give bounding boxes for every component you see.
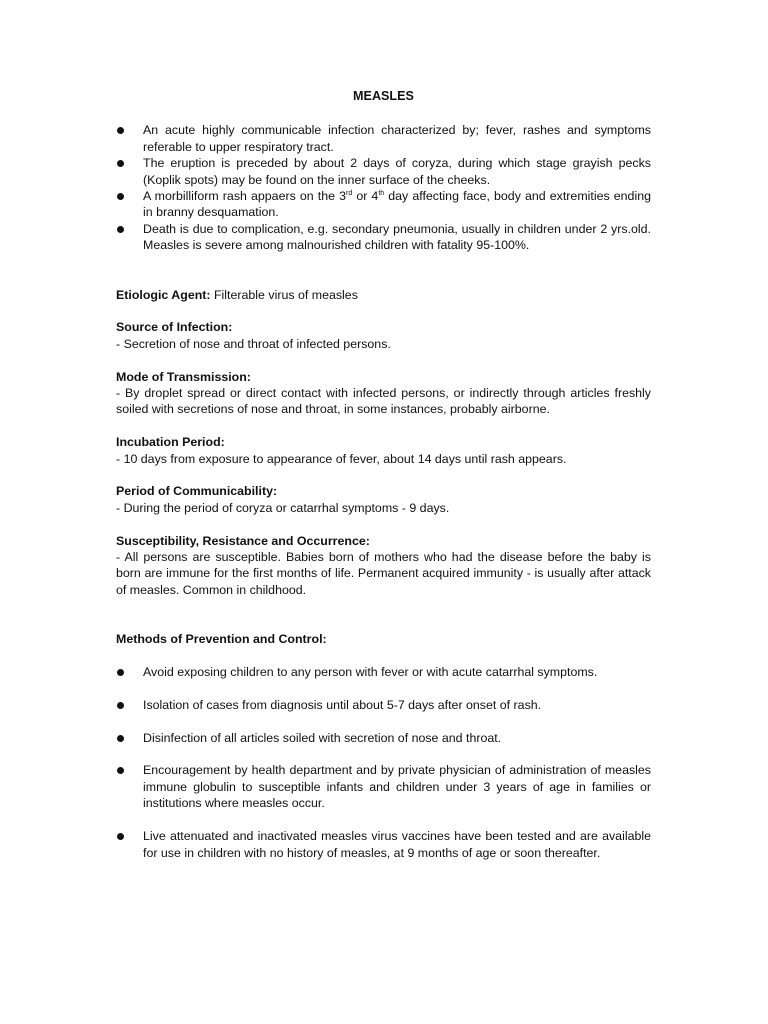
mode-of-transmission-section (116, 369, 651, 418)
list-item (116, 697, 651, 713)
section-text: - 10 days from exposure to appearance of fever, about 14 days until rash appears. (116, 451, 567, 466)
list-item (116, 828, 651, 861)
bullet-text-part: day affecting face, body and extremities ending in branny desquamation. (143, 189, 651, 220)
bullet-icon (117, 160, 124, 167)
prevention-section (116, 631, 651, 861)
bullet-icon (117, 669, 124, 676)
intro-bullet-list (116, 122, 651, 253)
list-item (116, 122, 651, 155)
section-text: - By droplet spread or direct contact with infected persons, or indirectly through articles freshly soiled with secretions of nose and throat, in some instances, probably airborne. (116, 386, 651, 417)
section-text: - All persons are susceptible. Babies born of mothers who had the disease before the baby is born are immune for the first months of life. Permanent acquired immunity - is usually after attack of measles. Common in childhood. (116, 550, 651, 597)
susceptibility-section (116, 533, 651, 599)
bullet-text: Isolation of cases from diagnosis until about 5-7 days after onset of rash. (143, 697, 542, 712)
section-heading: Period of Communicability: (116, 484, 278, 499)
section-text: Filterable virus of measles (210, 287, 358, 302)
period-of-communicability-section (116, 483, 651, 516)
bullet-text: An acute highly communicable infection characterized by; fever, rashes and symptoms referable to upper respiratory tract. (143, 123, 651, 154)
bullet-text: Live attenuated and inactivated measles virus vaccines have been tested and are available for use in children with no history of measles, at 9 months of age or soon thereafter. (143, 829, 651, 860)
bullet-icon (117, 127, 124, 134)
section-heading: Susceptibility, Resistance and Occurrence: (116, 533, 370, 548)
list-item (116, 188, 651, 221)
section-text: - Secretion of nose and throat of infected persons. (116, 336, 391, 351)
section-heading: Methods of Prevention and Control: (116, 632, 327, 647)
bullet-icon (117, 193, 124, 200)
bullet-text: Disinfection of all articles soiled with secretion of nose and throat. (143, 730, 502, 745)
section-heading: Etiologic Agent: (116, 287, 211, 302)
page-title: MEASLES (353, 89, 414, 103)
ordinal-suffix: th (378, 189, 385, 197)
prevention-bullet-list (116, 664, 651, 861)
list-item (116, 664, 651, 680)
section-heading: Source of Infection: (116, 320, 233, 335)
incubation-period-section (116, 434, 651, 467)
bullet-text-part: or 4 (352, 189, 379, 204)
etiologic-agent-section (116, 287, 651, 303)
section-heading: Incubation Period: (116, 435, 225, 450)
bullet-text-part: A morbilliform rash appaers on the 3 (143, 189, 346, 204)
bullet-icon (117, 735, 124, 742)
bullet-text: Death is due to complication, e.g. secondary pneumonia, usually in children under 2 yrs.old. Measles is severe among malnourished children with fatality 95-100%. (143, 221, 651, 253)
list-item (116, 155, 651, 188)
list-item (116, 762, 651, 811)
bullet-icon (117, 767, 124, 774)
list-item (116, 730, 651, 746)
list-item (116, 221, 651, 254)
document-page (116, 88, 651, 877)
bullet-text: The eruption is preceded by about 2 days of coryza, during which stage grayish pecks (Koplik spots) may be found on the inner surface of the cheeks. (143, 156, 651, 187)
source-of-infection-section (116, 319, 651, 352)
bullet-text: Encouragement by health department and by private physician of administration of measles immune globulin to susceptible infants and children under 3 years of age in families or institutions where measles occur. (143, 763, 651, 811)
bullet-text: Avoid exposing children to any person with fever or with acute catarrhal symptoms. (143, 665, 598, 680)
bullet-icon (117, 226, 124, 233)
section-text: - During the period of coryza or catarrhal symptoms - 9 days. (116, 500, 450, 515)
section-heading: Mode of Transmission: (116, 369, 251, 384)
ordinal-suffix: rd (345, 189, 353, 197)
bullet-icon (117, 833, 124, 840)
bullet-icon (117, 702, 124, 709)
